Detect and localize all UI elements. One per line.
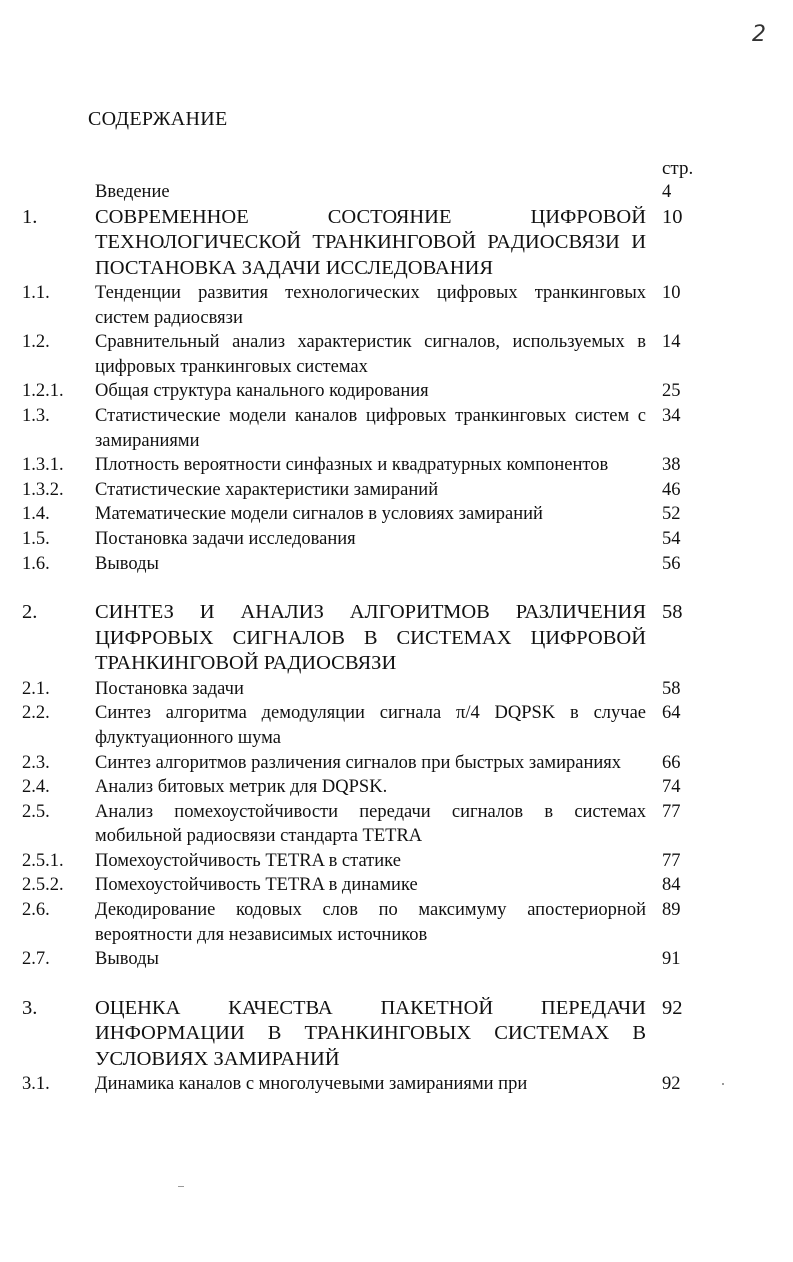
toc-entry-title: Плотность вероятности синфазных и квадратурных компонентов — [95, 455, 609, 476]
toc-entry-title: Синтез алгоритмов различения сигналов при быстрых замираниях — [95, 752, 622, 773]
toc-entry-page: 52 — [662, 504, 681, 525]
toc-entry — [0, 281, 793, 330]
toc-entry — [0, 180, 793, 205]
toc-entry-page: 92 — [662, 996, 683, 1019]
scan-speck — [722, 1083, 724, 1085]
toc-entry-page: 34 — [662, 406, 681, 427]
toc-entry-page: 74 — [662, 777, 681, 798]
toc-entry-number: 2. — [22, 601, 38, 624]
toc-entry-page: 14 — [662, 332, 681, 353]
toc-entry-title: Постановка задачи — [95, 678, 244, 699]
toc-entry-title: Анализ битовых метрик для DQPSK. — [95, 777, 388, 798]
page-title: СОДЕРЖАНИЕ — [88, 108, 228, 130]
toc-entry-number: 3.1. — [22, 1074, 50, 1095]
toc-entry — [0, 552, 793, 577]
page-number: 2 — [752, 22, 766, 47]
toc-entry-title: СИНТЕЗ И АНАЛИЗ АЛГОРИТМОВ РАЗЛИЧЕНИЯ ЦИФРОВЫХ СИГНАЛОВ В СИСТЕМАХ ЦИФРОВОЙ ТРАНКИНГОВОЙ РАДИОСВЯЗИ — [95, 601, 646, 675]
toc-entry — [0, 404, 793, 453]
toc-entry-number: 1.1. — [22, 283, 50, 304]
scan-speck — [178, 1186, 184, 1187]
toc-entry — [0, 898, 793, 947]
toc-entry-page: 92 — [662, 1074, 681, 1095]
toc-entry — [0, 775, 793, 800]
toc-entry-number: 2.5.1. — [22, 850, 64, 871]
toc-entry-title: Сравнительный анализ характеристик сигналов, используемых в цифровых транкинговых системах — [95, 332, 646, 377]
toc-entry-number: 1.3.2. — [22, 479, 64, 500]
toc-entry — [0, 453, 793, 478]
toc-chapter — [0, 205, 793, 282]
toc-entry-title: Анализ помехоустойчивости передачи сигналов в системах мобильной радиосвязи стандарта TETRA — [95, 801, 646, 847]
toc-entry — [0, 379, 793, 404]
toc-entry-page: 64 — [662, 703, 681, 724]
toc-entry-number: 1.5. — [22, 529, 50, 550]
toc-entry-page: 66 — [662, 752, 681, 773]
table-of-contents — [0, 180, 793, 1097]
page-column-label: стр. — [662, 158, 694, 179]
toc-entry-number: 1.3. — [22, 406, 50, 427]
toc-entry — [0, 800, 793, 849]
toc-entry-page: 54 — [662, 529, 681, 550]
toc-entry-number: 2.4. — [22, 777, 50, 798]
toc-entry-title: Помехоустойчивость TETRA в динамике — [95, 875, 418, 896]
toc-entry-title: Статистические характеристики замираний — [95, 479, 439, 500]
toc-entry-number: 2.6. — [22, 900, 50, 921]
toc-entry — [0, 527, 793, 552]
toc-entry-title: Тенденции развития технологических цифровых транкинговых систем радиосвязи — [95, 283, 646, 328]
toc-entry — [0, 1072, 793, 1097]
toc-entry-page: 58 — [662, 678, 681, 699]
toc-entry-number: 2.7. — [22, 949, 50, 970]
toc-entry-page: 10 — [662, 205, 683, 228]
toc-entry-title: Динамика каналов с многолучевыми замираниями при — [95, 1074, 528, 1095]
toc-entry — [0, 947, 793, 972]
toc-entry-page: 56 — [662, 553, 681, 574]
toc-entry-number: 1.2.1. — [22, 381, 64, 402]
toc-entry — [0, 330, 793, 379]
toc-entry-page: 38 — [662, 455, 681, 476]
toc-entry-number: 2.5.2. — [22, 875, 64, 896]
toc-entry — [0, 502, 793, 527]
toc-chapter — [0, 996, 793, 1073]
toc-entry — [0, 677, 793, 702]
toc-entry — [0, 478, 793, 503]
toc-entry-number: 2.2. — [22, 703, 50, 724]
toc-entry-title: Помехоустойчивость TETRA в статике — [95, 850, 401, 871]
toc-entry-page: 91 — [662, 949, 681, 970]
toc-entry-page: 77 — [662, 850, 681, 871]
toc-entry — [0, 701, 793, 750]
toc-entry-page: 46 — [662, 479, 681, 500]
toc-entry-title: Введение — [95, 182, 170, 202]
toc-entry-page: 4 — [662, 182, 672, 202]
toc-entry-title: Математические модели сигналов в условиях замираний — [95, 504, 543, 525]
toc-entry-title: Выводы — [95, 553, 159, 574]
toc-entry-number: 1. — [22, 205, 38, 228]
toc-entry-page: 10 — [662, 283, 681, 304]
toc-entry — [0, 849, 793, 874]
toc-entry-page: 89 — [662, 900, 681, 921]
toc-entry-number: 1.4. — [22, 504, 50, 525]
toc-entry-title: СОВРЕМЕННОЕ СОСТОЯНИЕ ЦИФРОВОЙ ТЕХНОЛОГИЧЕСКОЙ ТРАНКИНГОВОЙ РАДИОСВЯЗИ И ПОСТАНОВКА ЗАДАЧИ ИССЛЕДОВАНИЯ — [95, 205, 646, 279]
toc-entry-number: 1.3.1. — [22, 455, 64, 476]
toc-entry-number: 2.1. — [22, 678, 50, 699]
toc-entry-page: 84 — [662, 875, 681, 896]
toc-entry-title: Статистические модели каналов цифровых транкинговых систем с замираниями — [95, 406, 646, 451]
toc-entry-title: Постановка задачи исследования — [95, 529, 356, 550]
toc-entry — [0, 873, 793, 898]
toc-entry-number: 3. — [22, 996, 38, 1019]
toc-entry-page: 77 — [662, 801, 681, 822]
toc-entry-title: ОЦЕНКА КАЧЕСТВА ПАКЕТНОЙ ПЕРЕДАЧИ ИНФОРМАЦИИ В ТРАНКИНГОВЫХ СИСТЕМАХ В УСЛОВИЯХ ЗАМИРАНИЙ — [95, 996, 646, 1070]
toc-entry-page: 58 — [662, 601, 683, 624]
toc-chapter — [0, 600, 793, 677]
toc-entry-number: 1.6. — [22, 553, 50, 574]
toc-entry-page: 25 — [662, 381, 681, 402]
toc-entry-title: Декодирование кодовых слов по максимуму апостериорной вероятности для независимых источников — [95, 900, 646, 945]
toc-entry-number: 2.5. — [22, 801, 50, 822]
toc-entry-number: 2.3. — [22, 752, 50, 773]
toc-entry-title: Синтез алгоритма демодуляции сигнала π/4 DQPSK в случае флуктуационного шума — [95, 703, 646, 748]
toc-entry-title: Выводы — [95, 949, 159, 970]
toc-entry-number: 1.2. — [22, 332, 50, 353]
toc-entry — [0, 751, 793, 776]
toc-entry-title: Общая структура канального кодирования — [95, 381, 429, 402]
